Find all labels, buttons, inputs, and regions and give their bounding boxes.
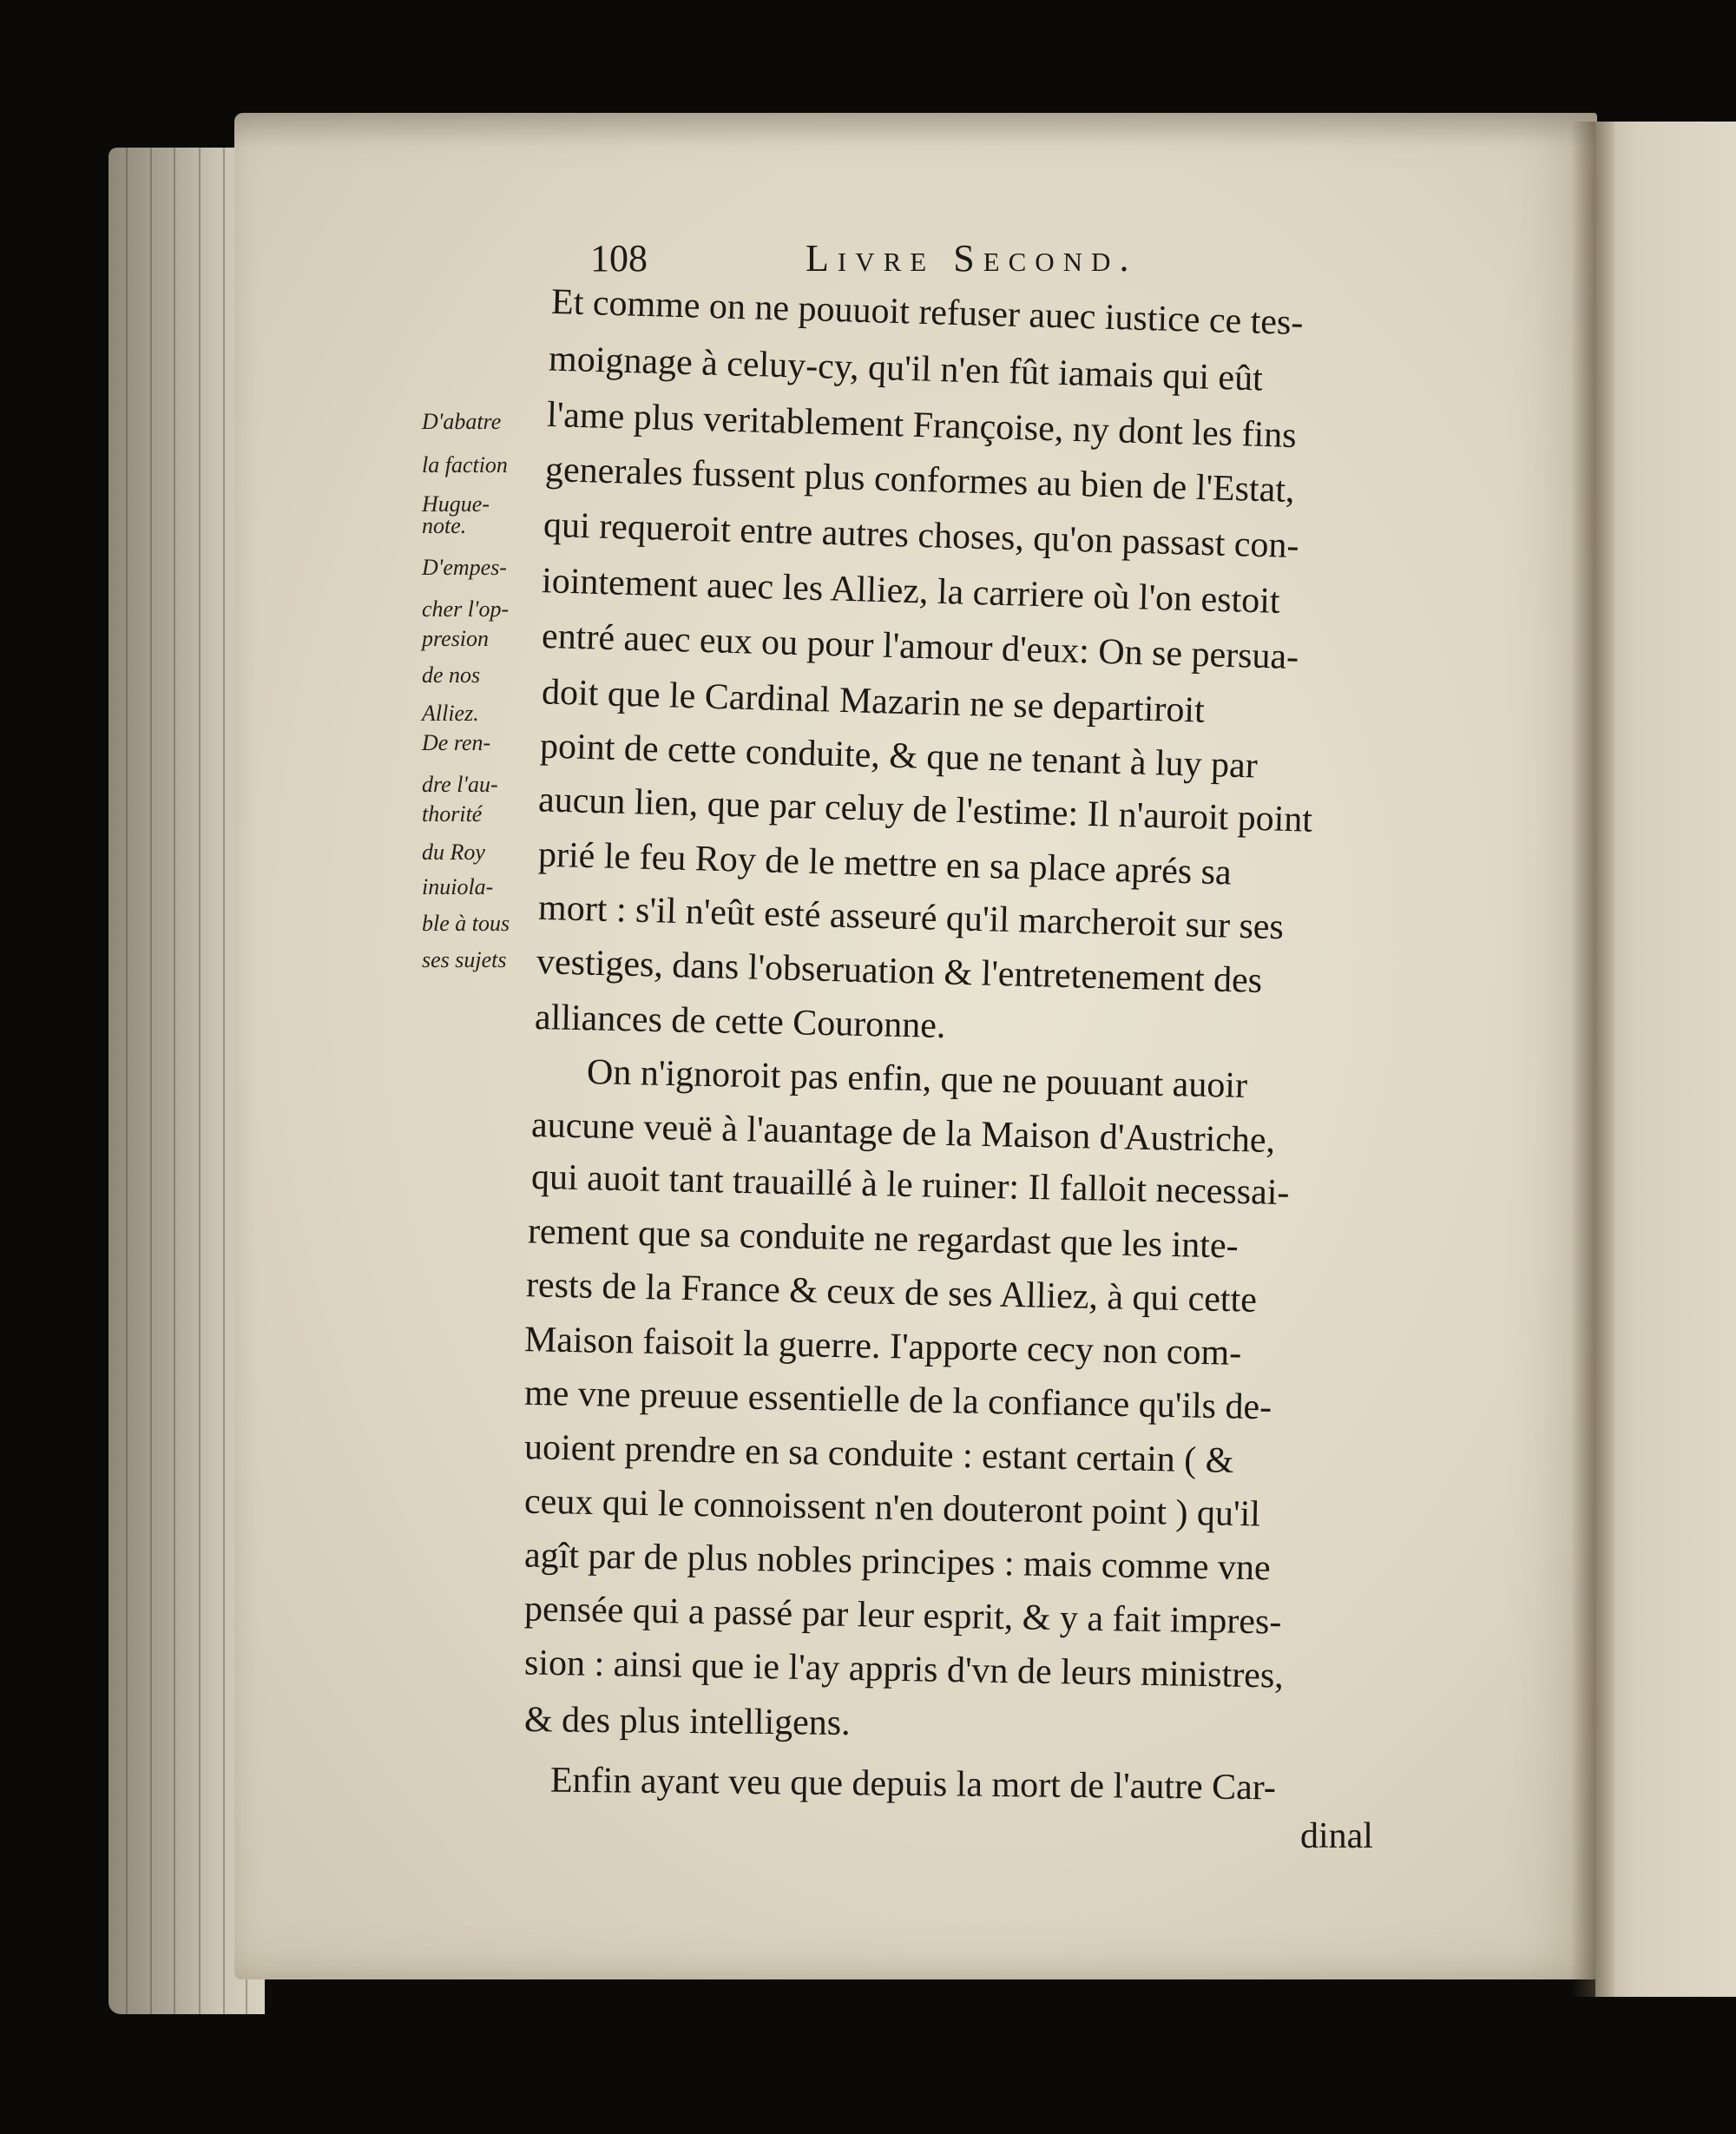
margin-note-line: Hugue-: [422, 491, 490, 517]
text-line: aucun lien, que par celuy de l'estime: Il n'auroit point: [537, 780, 1313, 840]
text-line: prié le feu Roy de le mettre en sa place aprés sa: [537, 834, 1233, 893]
margin-note-line: Alliez.: [422, 701, 479, 726]
page-top-shadow: [234, 113, 1597, 148]
margin-note-line: cher l'op-: [422, 596, 510, 622]
text-line: Enfin ayant veu que depuis la mort de l'autre Car-: [549, 1760, 1277, 1808]
margin-note-line: ble à tous: [422, 911, 510, 936]
book-page: [234, 113, 1597, 1979]
running-head: [590, 236, 1458, 297]
margin-note-line: la faction: [422, 452, 508, 478]
margin-note-line: D'abatre: [422, 409, 502, 434]
text-line: vestiges, dans l'obseruation & l'entretenement des: [536, 942, 1263, 1001]
margin-note-line: dre l'au-: [422, 772, 498, 797]
text-line: On n'ignoroit pas enfin, que ne pouuant auoir: [586, 1052, 1248, 1106]
text-line: entré auec eux ou pour l'amour d'eux: On se persua-: [541, 616, 1299, 678]
text-line: pensée qui a passé par leur esprit, & y a fait impres-: [523, 1589, 1282, 1643]
text-line: ceux qui le connoissent n'en douteront point ) qu'il: [523, 1481, 1261, 1535]
text-line: mort : s'il n'eût esté asseuré qu'il marcheroit sur ses: [537, 887, 1285, 948]
facing-page: [1595, 122, 1736, 1997]
margin-note-line: inuiola-: [422, 874, 494, 899]
text-line: me vne preuue essentielle de la confiance qu'ils de-: [523, 1373, 1272, 1428]
text-line: Maison faisoit la guerre. I'apporte cecy non com-: [523, 1320, 1242, 1373]
text-line: aucune veuë à l'auantage de la Maison d'Austriche,: [530, 1105, 1276, 1161]
text-line: point de cette conduite, & que ne tenant à luy par: [539, 726, 1259, 787]
text-line: sion : ainsi que ie l'ay appris d'vn de leurs ministres,: [523, 1643, 1285, 1696]
margin-note-line: thorité: [422, 801, 483, 827]
text-line: qui requeroit entre autres choses, qu'on passast con-: [542, 504, 1300, 567]
margin-note-line: de nos: [422, 662, 481, 688]
text-line: rests de la France & ceux de ses Alliez, à qui cette: [525, 1265, 1258, 1321]
margin-note-line: ses sujets: [422, 947, 507, 972]
text-line: rement que sa conduite ne regardast que les inte-: [527, 1211, 1240, 1267]
text-line: Et comme on ne pouuoit refuser auec iustice ce tes-: [550, 281, 1304, 344]
text-line: uoient prendre en sa conduite : estant certain ( &: [523, 1427, 1234, 1481]
text-line: qui auoit tant trauaillé à le ruiner: Il falloit necessai-: [530, 1156, 1290, 1214]
text-line: doit que le Cardinal Mazarin ne se departiroit: [541, 672, 1206, 731]
text-line: iointement auec les Alliez, la carriere où l'on estoit: [541, 561, 1281, 622]
text-line: l'ame plus veritablement Françoise, ny dont les fins: [546, 394, 1298, 457]
margin-note-line: du Roy: [422, 840, 485, 865]
book-gutter: [1571, 122, 1614, 1997]
margin-note-line: D'empes-: [422, 555, 507, 580]
text-line: generales fussent plus conformes au bien de l'Estat,: [544, 449, 1296, 511]
running-title: Livre Second.: [806, 237, 1138, 280]
text-line: alliances de cette Couronne.: [534, 998, 946, 1046]
margin-note-line: note.: [422, 513, 467, 538]
margin-note-line: presion: [422, 626, 490, 651]
catchword: dinal: [1300, 1816, 1373, 1856]
text-line: & des plus intelligens.: [523, 1700, 851, 1743]
margin-note-line: De ren-: [422, 730, 491, 755]
page-number: 108: [590, 237, 648, 280]
text-line: moignage à celuy-cy, qu'il n'en fût iamais qui eût: [548, 339, 1264, 399]
text-line: agît par de plus nobles principes : mais comme vne: [523, 1535, 1271, 1589]
